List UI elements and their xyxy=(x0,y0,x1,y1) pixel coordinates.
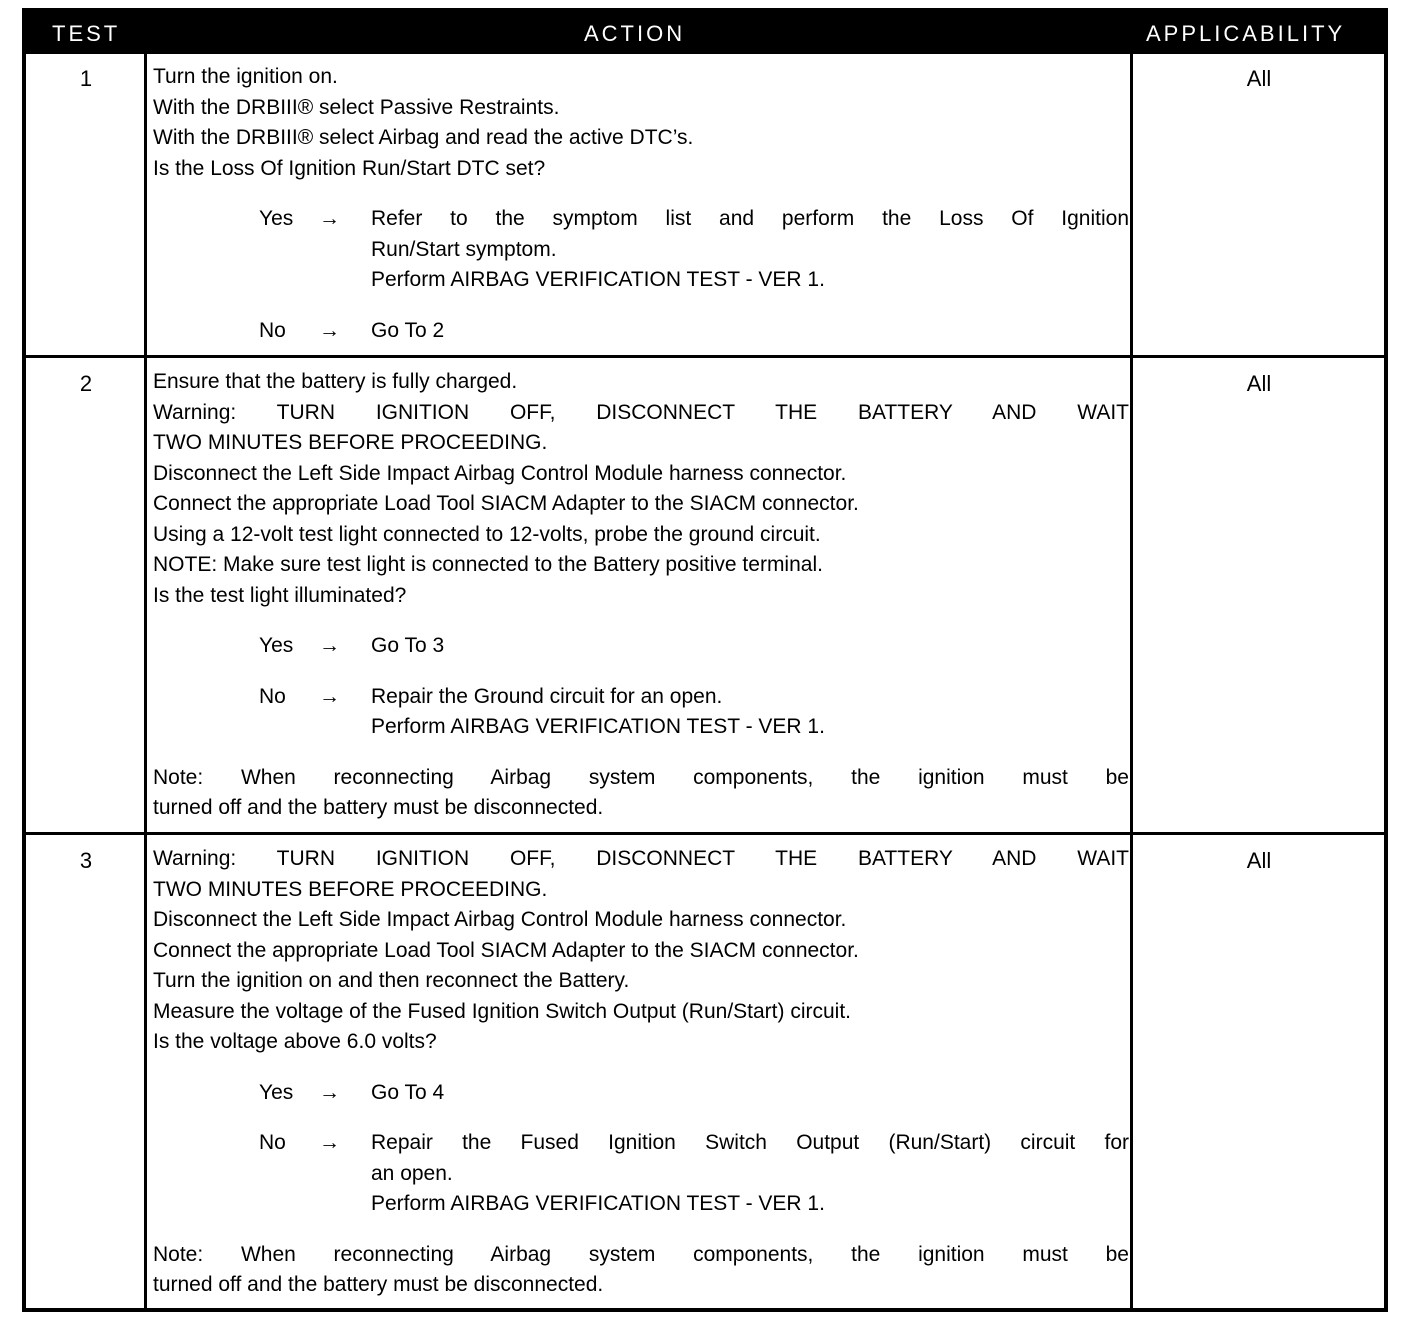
step: Connect the appropriate Load Tool SIACM Adapter to the SIACM connector. xyxy=(153,938,859,962)
applicability-2: All xyxy=(1246,371,1272,396)
action-cell-2 xyxy=(153,367,1129,824)
step: TWO MINUTES BEFORE PROCEEDING. xyxy=(153,431,548,454)
no-result: Go To 2 xyxy=(371,318,445,342)
yes-result: Go To 3 xyxy=(371,634,445,657)
no-label: No xyxy=(259,684,286,708)
no-label: No xyxy=(259,1131,286,1154)
test-number-1: 1 xyxy=(79,66,93,91)
step: Is the voltage above 6.0 volts? xyxy=(153,1030,437,1053)
step: Turn the ignition on. xyxy=(153,65,338,88)
header-test: TEST xyxy=(52,21,121,46)
arrow-icon: → xyxy=(319,1080,340,1104)
yes-result: Run/Start symptom. xyxy=(371,237,557,261)
step: Turn the ignition on and then reconnect the Battery. xyxy=(153,969,630,992)
note: turned off and the battery must be disconnected. xyxy=(153,1273,604,1296)
diagnostic-table xyxy=(22,8,1388,1312)
column-divider-action xyxy=(1130,54,1133,1308)
yes-branch xyxy=(153,631,1129,662)
step: NOTE: Make sure test light is connected to the Battery positive terminal. xyxy=(153,553,823,576)
step: Is the test light illuminated? xyxy=(153,583,407,607)
no-branch xyxy=(153,1128,1129,1220)
yes-label: Yes xyxy=(259,634,294,657)
step: Using a 12-volt test light connected to 12-volts, probe the ground circuit. xyxy=(153,522,821,546)
note: Note: When reconnecting Airbag system components, the ignition must be xyxy=(153,765,1129,789)
yes-label: Yes xyxy=(259,1080,294,1104)
step: With the DRBIII® select Passive Restraints. xyxy=(153,95,560,119)
no-result: Perform AIRBAG VERIFICATION TEST - VER 1. xyxy=(371,715,825,738)
test-number-3: 3 xyxy=(79,848,93,873)
column-divider-test xyxy=(144,54,147,1308)
arrow-icon: → xyxy=(319,318,340,342)
no-result: Perform AIRBAG VERIFICATION TEST - VER 1. xyxy=(371,1192,825,1215)
no-label: No xyxy=(259,318,286,342)
row-divider-1 xyxy=(26,355,1384,358)
step: With the DRBIII® select Airbag and read the active DTC’s. xyxy=(153,126,694,149)
no-branch xyxy=(153,682,1129,743)
no-result: an open. xyxy=(371,1161,453,1185)
no-result: Repair the Ground circuit for an open. xyxy=(371,684,723,708)
arrow-icon: → xyxy=(319,684,340,708)
step: Measure the voltage of the Fused Ignition Switch Output (Run/Start) circuit. xyxy=(153,999,852,1023)
yes-branch xyxy=(153,1078,1129,1109)
step: Warning: TURN IGNITION OFF, DISCONNECT THE BATTERY AND WAIT xyxy=(153,847,1129,870)
step: Connect the appropriate Load Tool SIACM Adapter to the SIACM connector. xyxy=(153,492,859,515)
arrow-icon: → xyxy=(319,634,340,657)
arrow-icon: → xyxy=(319,207,340,230)
yes-result: Perform AIRBAG VERIFICATION TEST - VER 1. xyxy=(371,268,825,291)
note: turned off and the battery must be disconnected. xyxy=(153,796,604,819)
step: Is the Loss Of Ignition Run/Start DTC set? xyxy=(153,156,546,180)
yes-result: Refer to the symptom list and perform the Loss Of Ignition xyxy=(371,207,1129,230)
row-divider-2 xyxy=(26,832,1384,835)
header-action: ACTION xyxy=(584,21,686,46)
step: Disconnect the Left Side Impact Airbag Control Module harness connector. xyxy=(153,908,847,931)
action-cell-1 xyxy=(153,62,1129,346)
step: Disconnect the Left Side Impact Airbag Control Module harness connector. xyxy=(153,461,847,485)
step: Warning: TURN IGNITION OFF, DISCONNECT THE BATTERY AND WAIT xyxy=(153,400,1129,424)
header-applicability: APPLICABILITY xyxy=(1146,21,1346,46)
yes-result: Go To 4 xyxy=(371,1080,445,1104)
arrow-icon: → xyxy=(319,1131,340,1154)
test-number-2: 2 xyxy=(79,371,93,396)
yes-label: Yes xyxy=(259,207,294,230)
step: Ensure that the battery is fully charged. xyxy=(153,370,518,393)
yes-branch xyxy=(153,204,1129,296)
note: Note: When reconnecting Airbag system components, the ignition must be xyxy=(153,1242,1129,1266)
applicability-1: All xyxy=(1246,66,1272,91)
step: TWO MINUTES BEFORE PROCEEDING. xyxy=(153,877,548,901)
no-result: Repair the Fused Ignition Switch Output (Run/Start) circuit for xyxy=(371,1131,1129,1154)
action-cell-3 xyxy=(153,844,1129,1301)
no-branch xyxy=(153,316,1129,347)
applicability-3: All xyxy=(1246,848,1272,873)
table-header xyxy=(26,12,1384,54)
